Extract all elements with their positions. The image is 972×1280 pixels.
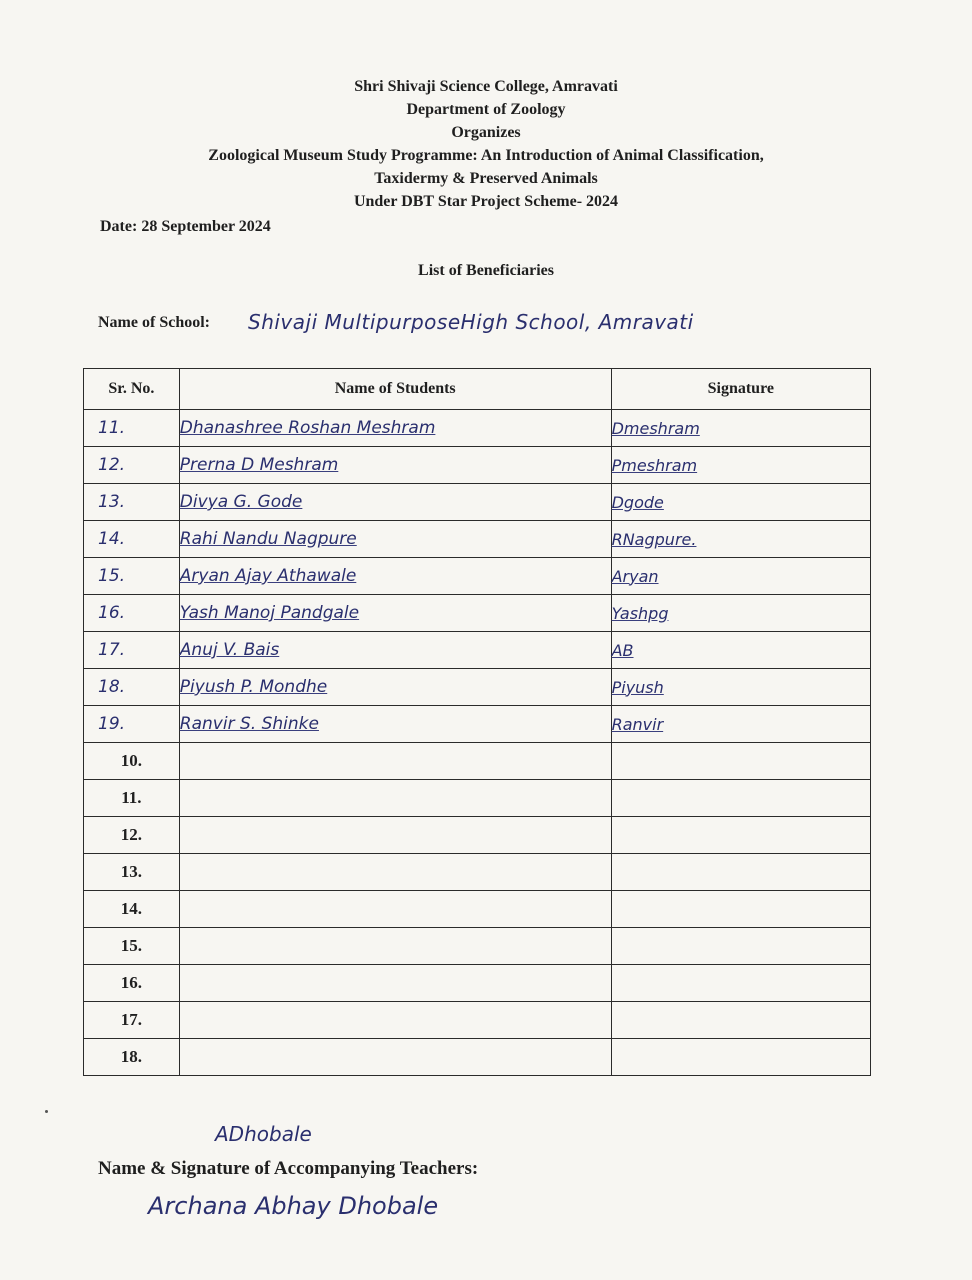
table-row — [84, 447, 871, 484]
student-name — [179, 780, 611, 817]
student-signature — [611, 854, 870, 891]
row-sr-no: 12. — [84, 817, 180, 854]
teacher-name-handwritten: Archana Abhay Dhobale — [148, 1192, 439, 1220]
department-name: Department of Zoology — [406, 101, 566, 118]
student-signature: Aryan — [611, 558, 870, 595]
table-row — [84, 928, 871, 965]
row-sr-no: 18. — [84, 669, 180, 706]
table-row — [84, 743, 871, 780]
student-name — [179, 965, 611, 1002]
table-row — [84, 484, 871, 521]
student-name: Aryan Ajay Athawale — [179, 558, 611, 595]
teacher-signature: ADhobale — [215, 1122, 312, 1146]
table-row — [84, 1039, 871, 1076]
col-header-sr-no: Sr. No. — [84, 369, 180, 410]
student-signature: Dgode — [611, 484, 870, 521]
programme-title: Zoological Museum Study Programme: An Introduction of Animal Classification, — [208, 147, 764, 164]
scheme-text: Under DBT Star Project Scheme- 2024 — [353, 193, 619, 210]
row-sr-no: 10. — [84, 743, 180, 780]
table-header-row — [84, 369, 871, 410]
row-sr-no: 15. — [84, 558, 180, 595]
teachers-label: Name & Signature of Accompanying Teachers: — [98, 1158, 479, 1179]
row-sr-no: 18. — [84, 1039, 180, 1076]
student-signature — [611, 817, 870, 854]
col-header-signature: Signature — [611, 369, 870, 410]
student-name — [179, 743, 611, 780]
row-sr-no: 16. — [84, 965, 180, 1002]
programme-subtitle: Taxidermy & Preserved Animals — [374, 170, 598, 187]
student-signature: RNagpure. — [611, 521, 870, 558]
table-row — [84, 521, 871, 558]
table-row — [84, 558, 871, 595]
table-row — [84, 595, 871, 632]
row-sr-no: 17. — [84, 632, 180, 669]
col-header-name: Name of Students — [179, 369, 611, 410]
table-row — [84, 706, 871, 743]
ink-dot — [45, 1110, 48, 1113]
student-signature — [611, 891, 870, 928]
student-name — [179, 891, 611, 928]
student-signature: AB — [611, 632, 870, 669]
row-sr-no: 12. — [84, 447, 180, 484]
college-name: Shri Shivaji Science College, Amravati — [354, 78, 618, 95]
row-sr-no: 16. — [84, 595, 180, 632]
table-row — [84, 817, 871, 854]
table-row — [84, 669, 871, 706]
row-sr-no: 13. — [84, 854, 180, 891]
list-title: List of Beneficiaries — [418, 262, 554, 279]
student-name — [179, 928, 611, 965]
student-name: Rahi Nandu Nagpure — [179, 521, 611, 558]
table-row — [84, 1002, 871, 1039]
table-row — [84, 780, 871, 817]
student-signature: Pmeshram — [611, 447, 870, 484]
student-name: Dhanashree Roshan Meshram — [179, 410, 611, 447]
school-label: Name of School: — [98, 314, 210, 331]
student-signature: Ranvir — [611, 706, 870, 743]
row-sr-no: 11. — [84, 780, 180, 817]
student-signature — [611, 780, 870, 817]
row-sr-no: 17. — [84, 1002, 180, 1039]
student-name: Piyush P. Mondhe — [179, 669, 611, 706]
row-sr-no: 14. — [84, 891, 180, 928]
table-row — [84, 410, 871, 447]
student-name — [179, 854, 611, 891]
row-sr-no: 11. — [84, 410, 180, 447]
row-sr-no: 13. — [84, 484, 180, 521]
table-row — [84, 632, 871, 669]
student-name — [179, 817, 611, 854]
student-signature — [611, 1039, 870, 1076]
school-name-handwritten: Shivaji MultipurposeHigh School, Amravati — [248, 310, 694, 334]
table-row — [84, 854, 871, 891]
student-name — [179, 1002, 611, 1039]
row-sr-no: 15. — [84, 928, 180, 965]
student-signature: Piyush — [611, 669, 870, 706]
student-signature — [611, 1002, 870, 1039]
student-signature: Yashpg — [611, 595, 870, 632]
student-name — [179, 1039, 611, 1076]
student-name: Ranvir S. Shinke — [179, 706, 611, 743]
beneficiaries-table — [83, 368, 871, 1076]
row-sr-no: 19. — [84, 706, 180, 743]
student-signature — [611, 928, 870, 965]
event-date: Date: 28 September 2024 — [100, 218, 271, 235]
student-name: Yash Manoj Pandgale — [179, 595, 611, 632]
table-row — [84, 965, 871, 1002]
row-sr-no: 14. — [84, 521, 180, 558]
organizes-text: Organizes — [451, 124, 521, 141]
student-name: Divya G. Gode — [179, 484, 611, 521]
student-signature — [611, 965, 870, 1002]
student-name: Prerna D Meshram — [179, 447, 611, 484]
student-name: Anuj V. Bais — [179, 632, 611, 669]
table-row — [84, 891, 871, 928]
student-signature — [611, 743, 870, 780]
student-signature: Dmeshram — [611, 410, 870, 447]
